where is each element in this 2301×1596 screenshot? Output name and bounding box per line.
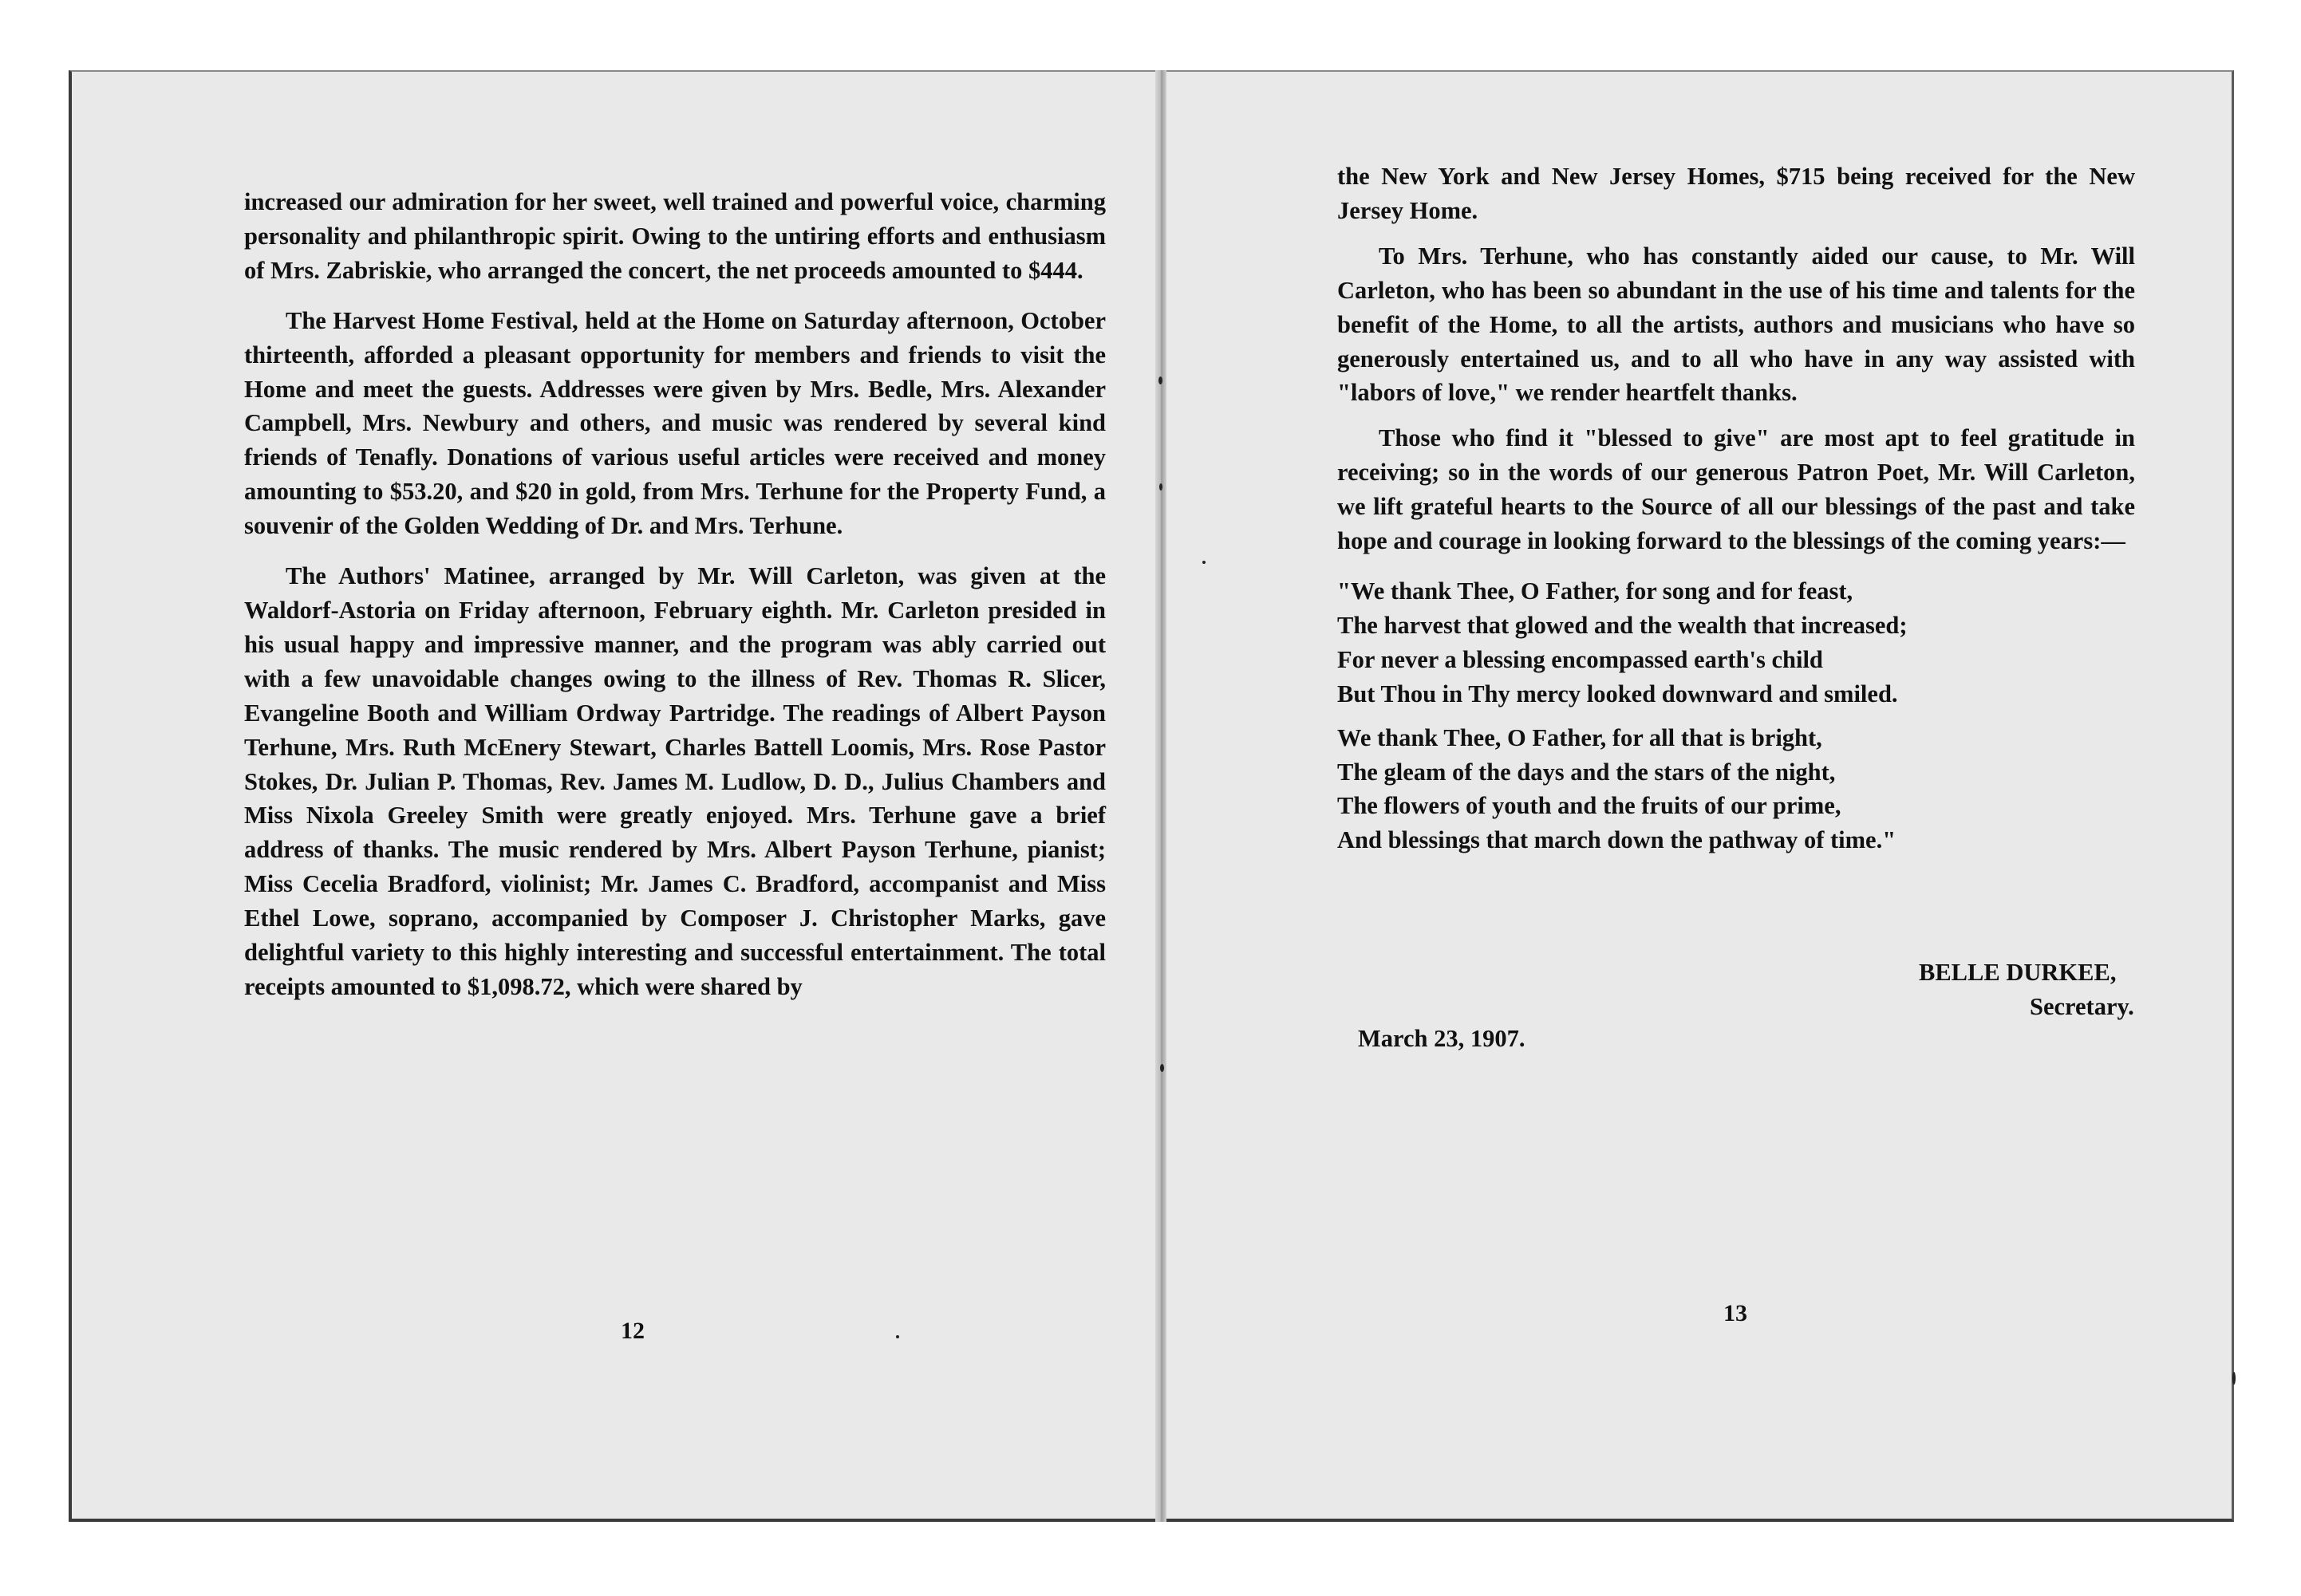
poem-stanza-1 <box>1337 574 2135 711</box>
scan-speck <box>1158 376 1162 384</box>
book-gutter <box>1155 70 1166 1522</box>
poem-stanza-2 <box>1337 721 2135 858</box>
signature-title: Secretary. <box>2030 993 2134 1020</box>
scan-speck <box>1159 483 1162 491</box>
right-paragraph-2: To Mrs. Terhune, who has constantly aided our cause, to Mr. Will Carleton, who has been so abundant in the use of his time and talents for the benefit of the Home, to all the artists, authors and musicians who have so generously entertained us, and to all who have in any way assisted with "labors of love," we render heartfelt thanks. <box>1337 242 2135 407</box>
poem-line: The harvest that glowed and the wealth that increased; <box>1337 611 1908 639</box>
left-paragraph-1: increased our admiration for her sweet, well trained and powerful voice, charming personality and philanthropic spirit. Owing to the untiring efforts and enthusiasm of Mrs. Zabriskie, who arranged the concert, the net proceeds amounted to $444. <box>244 188 1106 284</box>
poem-line: The gleam of the days and the stars of the night, <box>1337 758 1836 786</box>
left-page <box>72 72 1155 1517</box>
poem-line: The flowers of youth and the fruits of our prime, <box>1337 792 1841 820</box>
scan-speck <box>2232 1372 2236 1385</box>
right-paragraph-3: Those who find it "blessed to give" are most apt to feel gratitude in receiving; so in the words of our generous Patron Poet, Mr. Will Carleton, we lift grateful hearts to the Source of all our blessings of the past and take hope and courage in looking forward to the blessings of the coming years:— <box>1337 424 2135 555</box>
page-number-right: 13 <box>1723 1300 1747 1326</box>
left-paragraph-3: The Authors' Matinee, arranged by Mr. Will Carleton, was given at the Waldorf-Astoria on Friday afternoon, February eighth. Mr. Carleton presided in his usual happy and impressive manner, and the program was ably carried out with a few unavoidable changes owing to the illness of Rev. Thomas R. Slicer, Evangeline Booth and William Ordway Partridge. The readings of Albert Payson Terhune, Mrs. Ruth McEnery Stewart, Charles Battell Loomis, Mrs. Rose Pastor Stokes, Dr. Julian P. Thomas, Rev. James M. Ludlow, D. D., Julius Chambers and Miss Nixola Greeley Smith were greatly enjoyed. Mrs. Terhune gave a brief address of thanks. The music rendered by Mrs. Albert Payson Terhune, pianist; Miss Cecelia Bradford, violinist; Mr. James C. Bradford, accompanist and Miss Ethel Lowe, soprano, accompanied by Composer J. Christopher Marks, gave delightful variety to this highly interesting and successful entertainment. The total receipts amounted to $1,098.72, which were shared by <box>244 562 1106 1000</box>
scan-speck <box>1202 561 1206 564</box>
poem-line: But Thou in Thy mercy looked downward and smiled. <box>1337 680 1898 707</box>
right-page <box>1166 72 2234 1517</box>
scan-speck <box>1160 1064 1164 1072</box>
open-booklet <box>69 70 2234 1522</box>
page-number-left: 12 <box>621 1318 645 1344</box>
left-paragraph-2: The Harvest Home Festival, held at the Home on Saturday afternoon, October thirteenth, afforded a pleasant opportunity for members and friends to visit the Home and meet the guests. Addresses were given by Mrs. Bedle, Mrs. Alexander Campbell, Mrs. Newbury and others, and music was rendered by several kind friends of Tenafly. Donations of various useful articles were received and money amounting to $53.20, and $20 in gold, from Mrs. Terhune for the Property Fund, a souvenir of the Golden Wedding of Dr. and Mrs. Terhune. <box>244 306 1106 540</box>
report-date: March 23, 1907. <box>1358 1025 1525 1052</box>
poem-line: For never a blessing encompassed earth's child <box>1337 645 1823 673</box>
right-paragraph-1: the New York and New Jersey Homes, $715 being received for the New Jersey Home. <box>1337 163 2135 224</box>
right-page-text <box>1337 160 2135 867</box>
poem-line: "We thank Thee, O Father, for song and for feast, <box>1337 577 1853 605</box>
scan-speck <box>896 1335 899 1338</box>
left-page-text <box>244 185 1106 1004</box>
poem-line: And blessings that march down the pathway of time." <box>1337 826 1896 854</box>
poem-line: We thank Thee, O Father, for all that is bright, <box>1337 723 1822 751</box>
signature-name: BELLE DURKEE, <box>1919 959 2117 986</box>
